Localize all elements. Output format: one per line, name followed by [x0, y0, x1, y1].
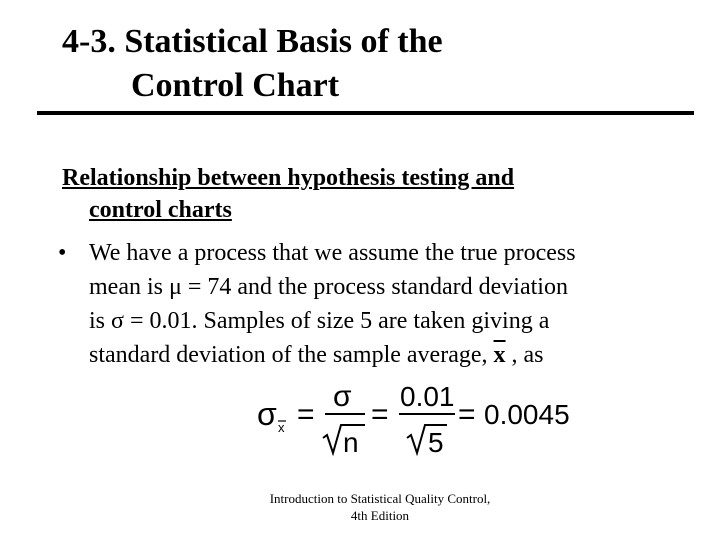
- lhs-sigma-symbol: σ: [257, 396, 277, 432]
- bullet-line-4-text: standard deviation of the sample average,: [89, 342, 488, 368]
- x-bar-symbol: $\overline{x}$: [493, 342, 506, 368]
- bullet-line-4-tail: , as: [511, 342, 544, 368]
- bullet-dot-icon: •: [58, 240, 67, 266]
- bullet-list: [58, 236, 678, 372]
- frac1-denominator: n: [343, 427, 359, 458]
- footer-line-1: Introduction to Statistical Quality Control,: [269, 491, 491, 506]
- bullet-line-3: is σ = 0.01. Samples of size 5 are taken giving a: [89, 308, 550, 334]
- frac2-denominator: 5: [428, 427, 444, 458]
- equals-sign-2: =: [371, 398, 389, 431]
- formula-graphic: [255, 378, 585, 458]
- frac2-numerator: 0.01: [400, 381, 455, 412]
- bullet-item: [58, 236, 678, 372]
- title-divider: [37, 111, 694, 115]
- title-line-1: 4-3. Statistical Basis of the: [62, 23, 443, 60]
- equals-sign-3: =: [458, 398, 476, 431]
- bullet-line-1: We have a process that we assume the true process: [89, 240, 576, 266]
- standard-error-formula: [255, 378, 585, 458]
- subheading-line-2: control charts: [89, 197, 232, 223]
- section-subheading: [62, 162, 682, 226]
- slide-footer: [230, 490, 530, 524]
- equals-sign-1: =: [297, 398, 315, 431]
- subheading-line-1: Relationship between hypothesis testing and: [62, 165, 515, 191]
- lhs-subscript-x: x: [278, 420, 285, 435]
- slide-title: [62, 20, 443, 108]
- bullet-line-2: mean is μ = 74 and the process standard deviation: [89, 274, 568, 300]
- bullet-line-4: [89, 338, 678, 372]
- frac1-numerator: σ: [333, 380, 352, 413]
- formula-result: 0.0045: [484, 399, 570, 430]
- footer-line-2: 4th Edition: [350, 508, 410, 523]
- title-line-2: Control Chart: [131, 67, 340, 104]
